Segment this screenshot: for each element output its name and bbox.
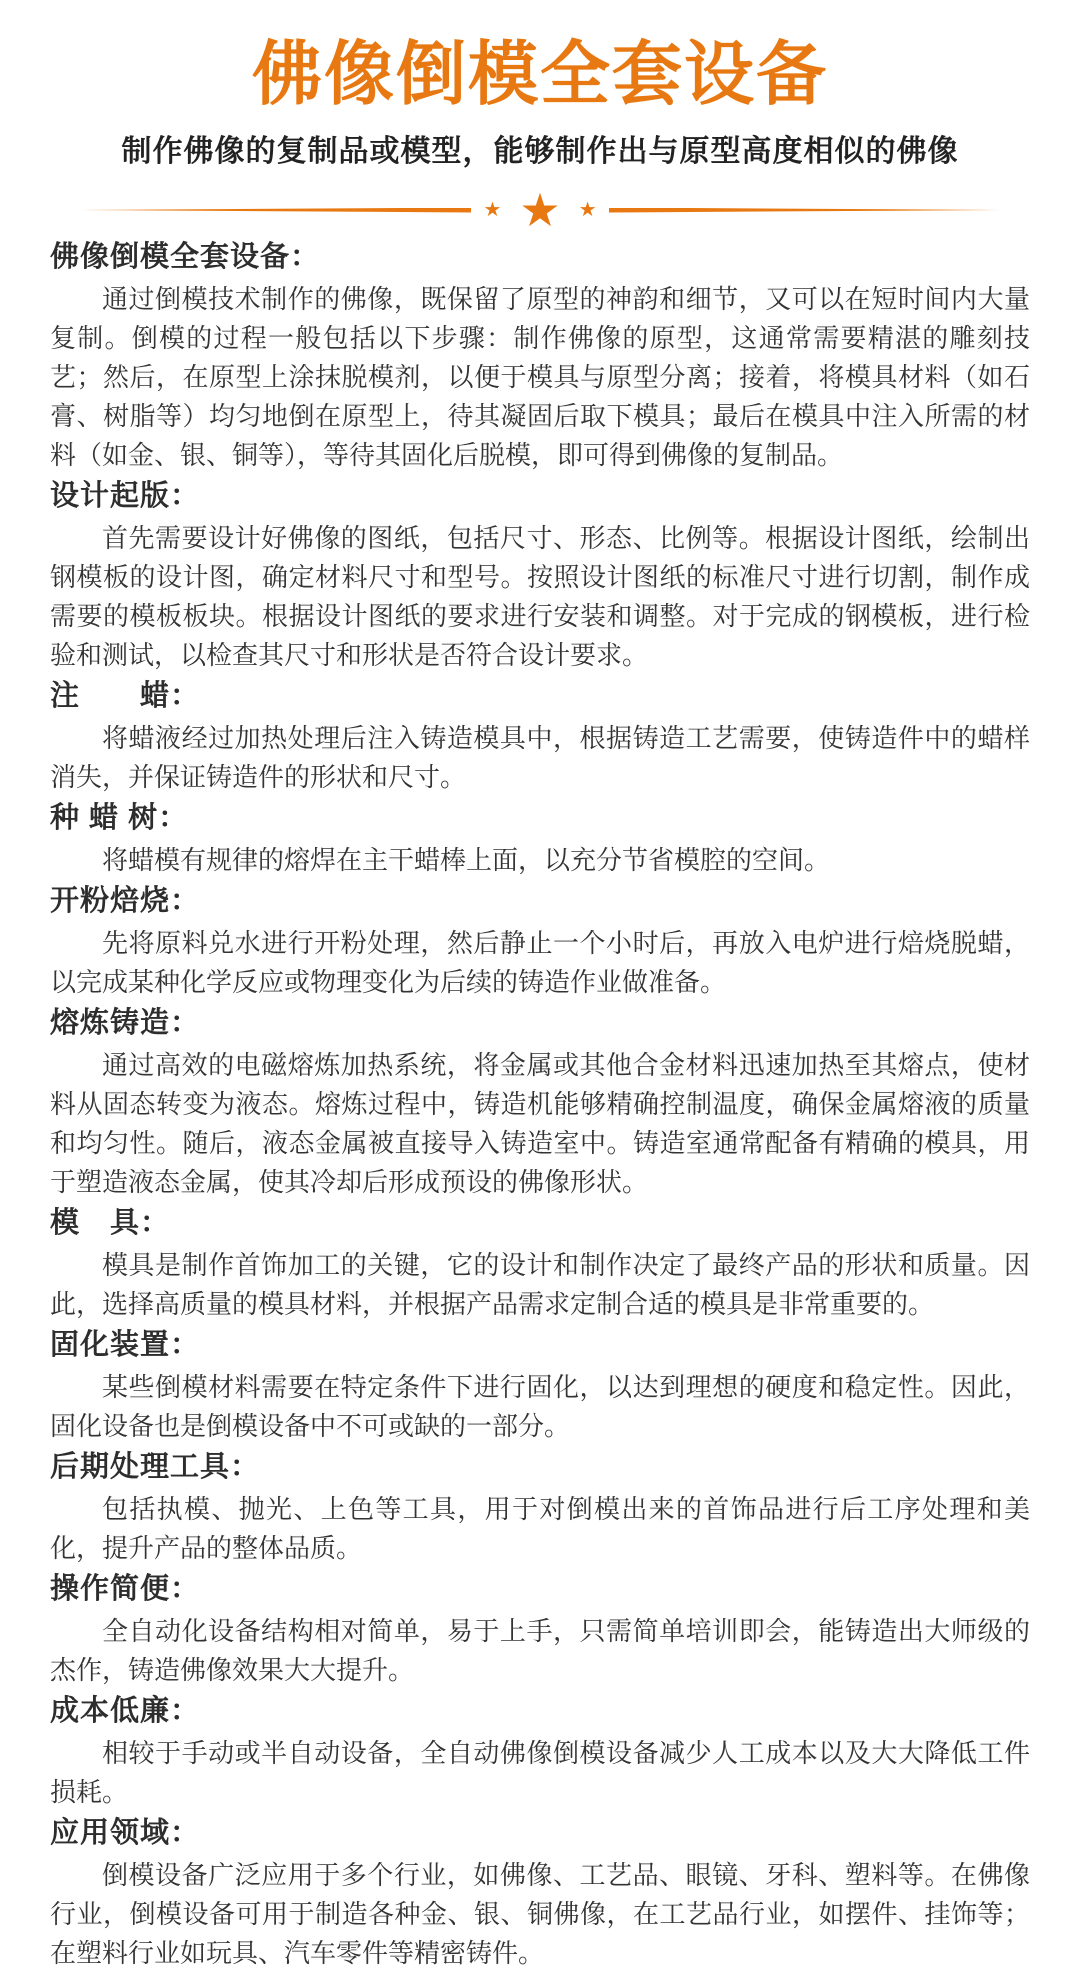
star-icon: ★ (519, 184, 561, 236)
content-area (0, 230, 1080, 1973)
section-body: 通过倒模技术制作的佛像，既保留了原型的神韵和细节，又可以在短时间内大量复制。倒模的过程一般包括以下步骤：制作佛像的原型，这通常需要精湛的雕刻技艺；然后，在原型上涂抹脱模剂，以便于模具与原型分离；接着，将模具材料（如石膏、树脂等）均匀地倒在原型上，待其凝固后取下模具；最后在模具中注入所需的材料（如金、银、铜等），等待其固化后脱模，即可得到佛像的复制品。 (50, 284, 1030, 470)
section-mold (50, 1204, 1030, 1324)
star-icon: ★ (578, 199, 597, 221)
section-body: 先将原料兑水进行开粉处理，然后静止一个小时后，再放入电炉进行焙烧脱蜡，以完成某种化学反应或物理变化为后续的铸造作业做准备。 (50, 928, 1030, 997)
section-heading: 操作简便： (50, 1573, 201, 1605)
section-heading: 种 蜡 树： (50, 802, 189, 834)
section-heading: 模 具： (50, 1207, 171, 1239)
section-wax-injection (50, 677, 1030, 797)
section-body: 将蜡模有规律的熔焊在主干蜡棒上面，以充分节省模腔的空间。 (102, 845, 831, 875)
section-body: 首先需要设计好佛像的图纸，包括尺寸、形态、比例等。根据设计图纸，绘制出钢模板的设计图，确定材料尺寸和型号。按照设计图纸的标准尺寸进行切割，制作成需要的模板板块。根据设计图纸的要求进行安装和调整。对于完成的钢模板，进行检验和测试，以检查其尺寸和形状是否符合设计要求。 (50, 523, 1030, 670)
page-title: 佛像倒模全套设备 (252, 35, 828, 113)
section-heading: 开粉焙烧： (50, 885, 201, 917)
section-curing-device (50, 1326, 1030, 1446)
section-heading: 固化装置： (50, 1329, 201, 1361)
section-post-processing-tools (50, 1448, 1030, 1568)
section-body: 包括执模、抛光、上色等工具，用于对倒模出来的首饰品进行后工序处理和美化，提升产品的整体品质。 (50, 1494, 1030, 1563)
section-application-fields (50, 1814, 1030, 1973)
section-heading: 后期处理工具： (50, 1451, 261, 1483)
section-heading: 佛像倒模全套设备： (50, 241, 321, 273)
page-subtitle: 制作佛像的复制品或模型，能够制作出与原型高度相似的佛像 (121, 135, 959, 168)
section-overview (50, 238, 1030, 475)
section-heading: 熔炼铸造： (50, 1007, 201, 1039)
section-easy-operation (50, 1570, 1030, 1690)
section-low-cost (50, 1692, 1030, 1812)
section-wax-tree (50, 799, 1030, 880)
section-powder-baking (50, 882, 1030, 1002)
star-icon: ★ (483, 199, 502, 221)
section-body: 模具是制作首饰加工的关键，它的设计和制作决定了最终产品的形状和质量。因此，选择高质量的模具材料，并根据产品需求定制合适的模具是非常重要的。 (50, 1250, 1030, 1319)
section-heading: 应用领域： (50, 1817, 201, 1849)
section-heading: 成本低廉： (50, 1695, 201, 1727)
section-body: 将蜡液经过加热处理后注入铸造模具中，根据铸造工艺需要，使铸造件中的蜡样消失，并保证铸造件的形状和尺寸。 (50, 723, 1030, 792)
section-body: 相较于手动或半自动设备，全自动佛像倒模设备减少人工成本以及大大降低工件损耗。 (50, 1738, 1030, 1807)
section-heading: 设计起版： (50, 480, 201, 512)
section-body: 通过高效的电磁熔炼加热系统，将金属或其他合金材料迅速加热至其熔点，使材料从固态转变为液态。熔炼过程中，铸造机能够精确控制温度，确保金属熔液的质量和均匀性。随后，液态金属被直接导入铸造室中。铸造室通常配备有精确的模具，用于塑造液态金属，使其冷却后形成预设的佛像形状。 (50, 1050, 1030, 1197)
section-heading: 注 蜡： (50, 680, 201, 712)
section-body: 倒模设备广泛应用于多个行业，如佛像、工艺品、眼镜、牙科、塑料等。在佛像行业，倒模设备可用于制造各种金、银、铜佛像，在工艺品行业，如摆件、挂饰等；在塑料行业如玩具、汽车零件等精密铸件。 (50, 1860, 1030, 1968)
section-melting-casting (50, 1004, 1030, 1202)
divider-line-right (609, 208, 1001, 213)
divider-line-left (79, 208, 471, 213)
star-divider (0, 184, 1080, 236)
section-design (50, 477, 1030, 675)
section-body: 某些倒模材料需要在特定条件下进行固化，以达到理想的硬度和稳定性。因此，固化设备也是倒模设备中不可或缺的一部分。 (50, 1372, 1030, 1441)
section-body: 全自动化设备结构相对简单，易于上手，只需简单培训即会，能铸造出大师级的杰作，铸造佛像效果大大提升。 (50, 1616, 1030, 1685)
